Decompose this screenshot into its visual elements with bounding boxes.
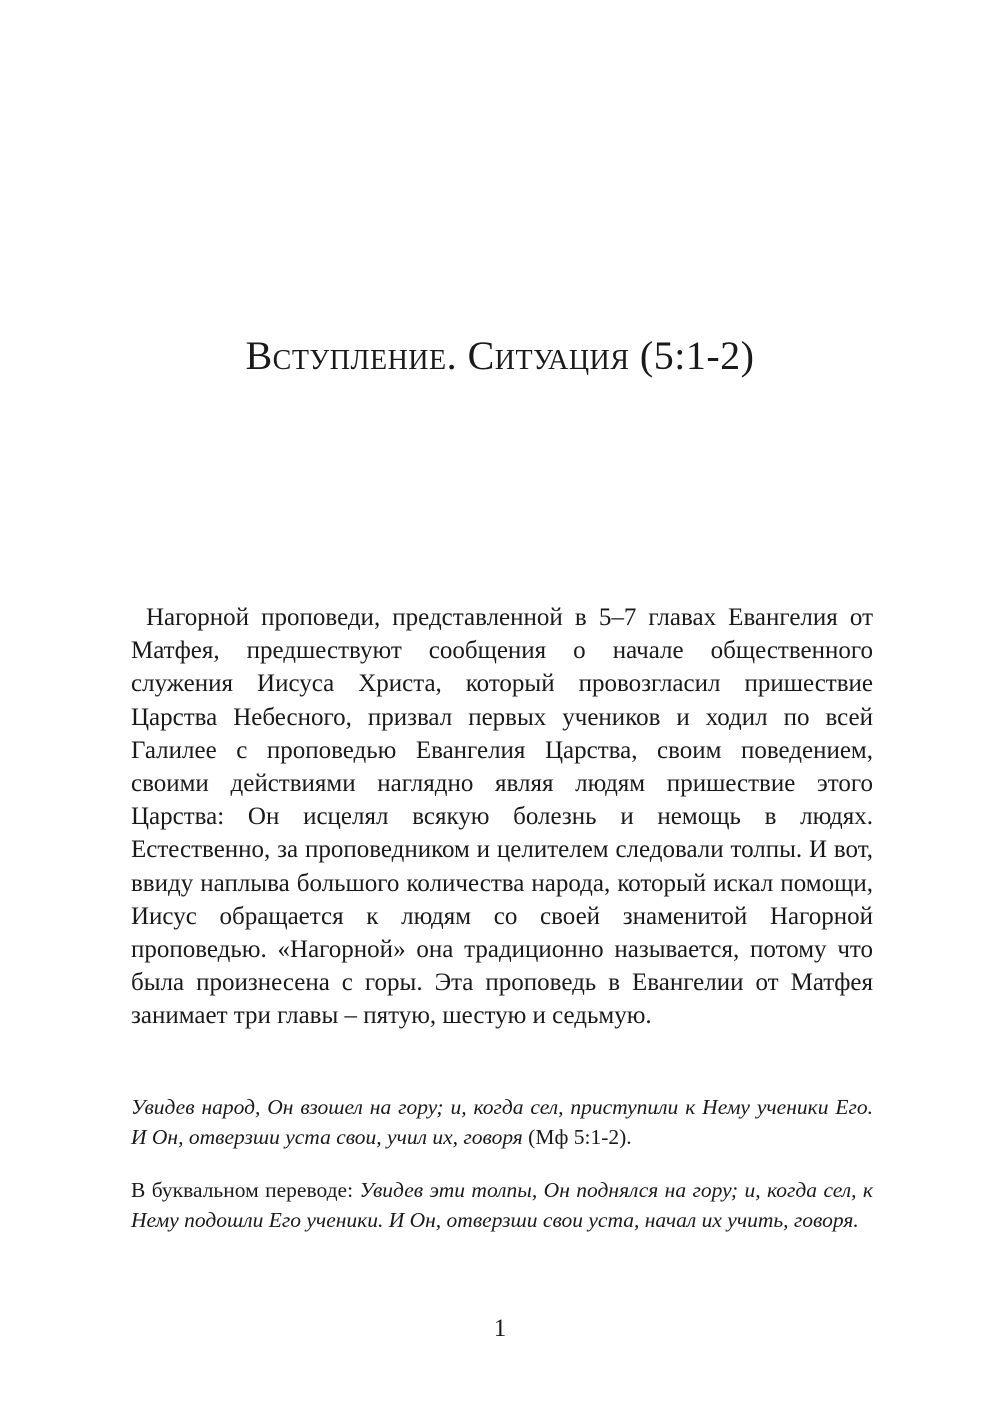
literal-translation (131, 1175, 873, 1235)
body-paragraph: Нагорной проповеди, представленной в 5–7 главах Евангелия от Матфея, предшествуют сообщения о начале общественного служения Иисуса Христа, который провозгласил пришествие Царства Небесного, призвал первых учеников и ходил по всей Галилее с проповедью Евангелия Царства, своим поведением, своими действиями наглядно являя людям пришествие этого Царства: Он исцелял всякую болезнь и немощь в людях. Естественно, за проповедником и целителем следовали толпы. И вот, ввиду наплыва большого количества народа, который искал помощи, Иисус обращается к людям со своей знаменитой Нагорной проповедью. «Нагорной» она традиционно называется, потому что была произнесена с горы. Эта проповедь в Евангелии от Матфея занимает три главы – пятую, шестую и седьмую. (131, 604, 873, 1030)
scripture-reference: (Мф 5:1-2). (522, 1125, 632, 1149)
scripture-quote (131, 1092, 873, 1152)
chapter-title: Вступление. Ситуация (5:1-2) (245, 333, 755, 378)
scripture-quote-text: Увидев народ, Он взошел на гору; и, когда сел, приступили к Нему ученики Его. И Он, отверзши уста свои, учил их, говоря (131, 1095, 873, 1149)
literal-translation-text: Увидев эти толпы, Он поднялся на гору; и, когда сел, к Нему подошли Его ученики. И Он, отверзши свои уста, начал их учить, говоря. (131, 1178, 873, 1232)
literal-translation-lead: В буквальном переводе: (131, 1178, 360, 1202)
page-number: 1 (493, 1315, 507, 1342)
